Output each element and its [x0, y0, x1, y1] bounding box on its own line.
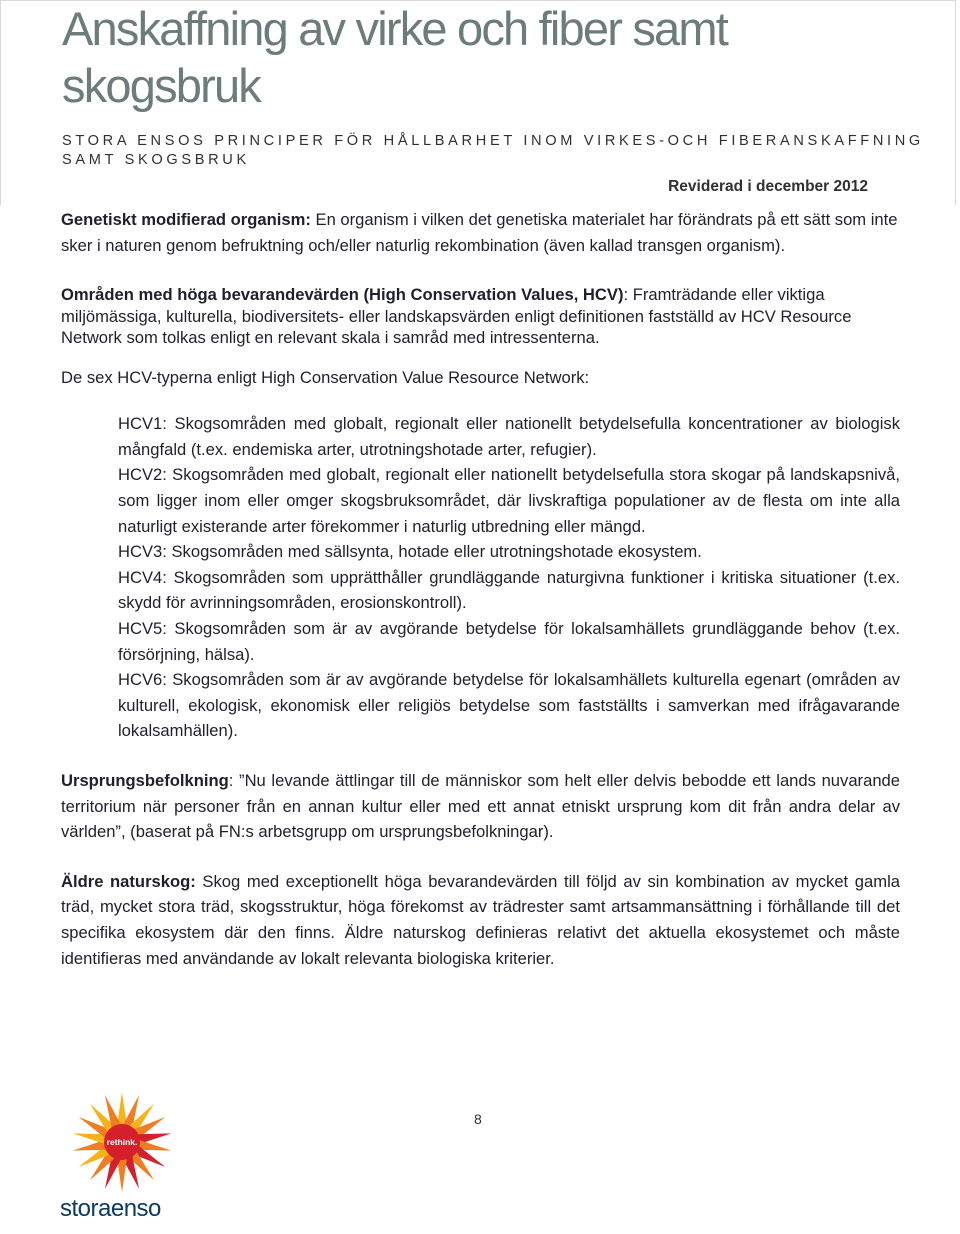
gmo-text: En organism i vilken det genetiska materialet har förändrats på ett sätt som inte sker i naturen genom befruktning och/eller naturlig rekombination (även kallad transgen organism).	[61, 210, 898, 255]
hcv-type-2: HCV2: Skogsområden med globalt, regionalt eller nationellt betydelsefulla stora skogar på landskapsnivå, som ligger inom eller omger skogsbruksområdet, där livskraftiga populationer av de flesta om inte alla naturligt existerande arter förekommer i naturlig utbredning eller mängd.	[118, 465, 900, 536]
revision-date: Reviderad i december 2012	[668, 178, 868, 195]
title-line-2: skogsbruk	[62, 59, 261, 112]
logo-wordmark: storaenso	[60, 1195, 161, 1222]
gmo-term: Genetiskt modifierad organism:	[61, 210, 311, 229]
stora-enso-logo	[58, 1088, 178, 1223]
hcv-type-5: HCV5: Skogsområden som är av avgörande betydelse för lokalsamhällets grundläggande behov (t.ex. försörjning, hälsa).	[118, 619, 900, 664]
hcv-type-3: HCV3: Skogsområden med sällsynta, hotade eller utrotningshotade ekosystem.	[118, 542, 702, 562]
gmo-definition	[61, 207, 900, 258]
indigenous-term: Ursprungsbefolkning	[61, 771, 229, 790]
document-title	[62, 0, 922, 114]
document-subtitle: STORA ENSOS PRINCIPER FÖR HÅLLBARHET INOM VIRKES-OCH FIBERANSKAFFNING SAMT SKOGSBRUK	[62, 133, 924, 168]
hcv-term: Områden med höga bevarandevärden (High Conservation Values, HCV)	[61, 285, 624, 305]
hcv-type-1: HCV1: Skogsområden med globalt, regionalt eller nationellt betydelsefulla koncentrationer av biologisk mångfald (t.ex. endemiska arter, utrotningshotade arter, refugier).	[118, 414, 900, 459]
page-body	[61, 207, 900, 971]
page-header	[0, 0, 960, 205]
hcv-text: : Framträdande eller viktiga miljömässiga, kulturella, biodiversitets- eller landskapsvärden enligt definitionen fastställd av HCV Resource Network som tolkas enligt en relevant skala i samråd med intressenterna.	[61, 285, 852, 348]
logo-badge-text: rethink.	[106, 1137, 138, 1147]
old-growth-term: Äldre naturskog:	[61, 871, 196, 891]
hcv-intro: De sex HCV-typerna enligt High Conservation Value Resource Network:	[61, 367, 590, 387]
stora-enso-logo-graphic	[58, 1088, 178, 1223]
hcv-type-6: HCV6: Skogsområden som är av avgörande betydelse för lokalsamhällets kulturella egenart (områden av kulturell, ekologisk, ekonomisk eller religiös betydelse som fastställts i samverkan med ifrågavarande lokalsamhällen).	[118, 670, 900, 741]
hcv-definition	[61, 284, 900, 349]
hcv-type-list	[118, 411, 900, 744]
page-number: 8	[474, 1111, 482, 1127]
indigenous-definition	[61, 768, 900, 845]
hcv-type-4: HCV4: Skogsområden som upprätthåller grundläggande naturgivna funktioner i kritiska situationer (t.ex. skydd för avrinningsområden, erosionskontroll).	[118, 567, 900, 613]
old-growth-definition	[61, 869, 900, 971]
indigenous-text: : ”Nu levande ättlingar till de människor som helt eller delvis bebodde ett lands nuvarande territorium när personer från en annan kultur eller med ett annat etniskt ursprung kom dit från andra delar av världen”, (baserat på FN:s arbetsgrupp om ursprungsbefolkningar).	[61, 771, 900, 842]
title-line-1: Anskaffning av virke och fiber samt	[62, 2, 727, 55]
old-growth-text: Skog med exceptionellt höga bevarandevärden till följd av sin kombination av mycket gamla träd, mycket stora träd, skogsstruktur, höga förekomst av trädrester samt artsammansättning i förhållande till det specifika ekosystem där den finns. Äldre naturskog definieras relativt det aktuella ekosystemet och måste identifieras med användande av lokalt relevanta biologiska kriterier.	[61, 871, 900, 968]
